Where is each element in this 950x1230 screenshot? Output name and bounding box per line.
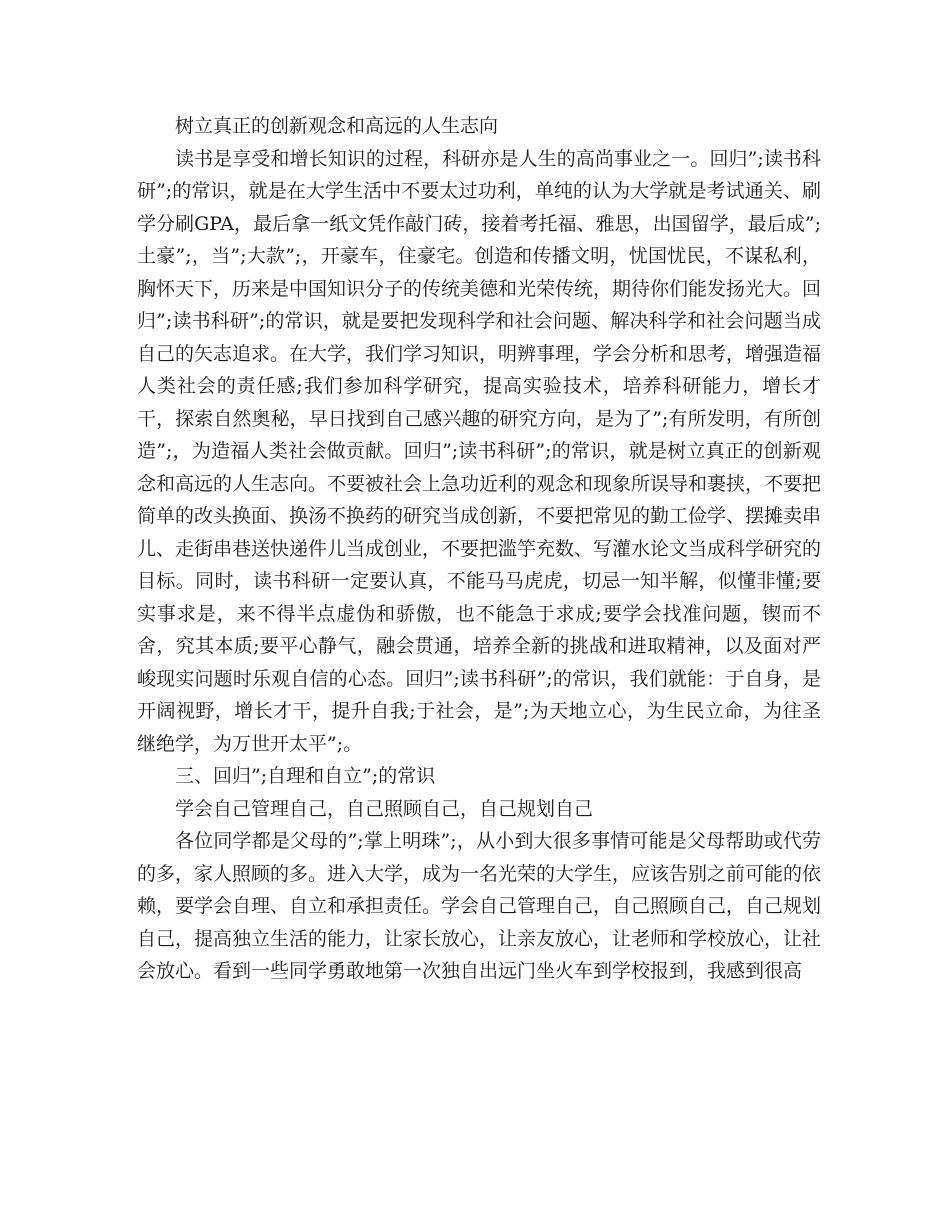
- subheading-innovation: 树立真正的创新观念和高远的人生志向: [175, 115, 499, 137]
- paragraph-reading-research: 读书是享受和增长知识的过程，科研亦是人生的高尚事业之一。回归”;读书科研”;的常识，就是在大学生活中不要太过功利，单纯的认为大学就是考试通关、刷学分刷GPA，最后拿一纸文凭作敲门砖，接着考托福、雅思，出国留学，最后成”;土豪”;，当”;大款”;，开豪车，住豪宅。创造和传播文明，忧国忧民，不谋私利，胸怀天下，历来是中国知识分子的传统美德和光荣传统，期待你们能发扬光大。回归”;读书科研”;的常识，就是要把发现科学和社会问题、解决科学和社会问题当成自己的矢志追求。在大学，我们学习知识，明辨事理，学会分析和思考，增强造福人类社会的责任感;我们参加科学研究，提高实验技术，培养科研能力，增长才干，探索自然奥秘，早日找到自己感兴趣的研究方向，是为了”;有所发明，有所创造”;，为造福人类社会做贡献。回归”;读书科研”;的常识，就是树立真正的创新观念和高远的人生志向。不要被社会上急功近利的观念和现象所误导和裹挟，不要把简单的改头换面、换汤不换药的研究当成创新，不要把常见的勤工俭学、摆摊卖串儿、走街串巷送快递件儿当成创业，不要把滥竽充数、写灌水论文当成科学研究的目标。同时，读书科研一定要认真，不能马马虎虎，切忌一知半解，似懂非懂;要实事求是，来不得半点虚伪和骄傲，也不能急于求成;要学会找准问题，锲而不舍，究其本质;要平心静气，融会贯通，培养全新的挑战和进取精神，以及面对严峻现实问题时乐观自信的心态。回归”;读书科研”;的常识，我们就能：于自身，是开阔视野，增长才干，提升自我;于社会，是”;为天地立心，为生民立命，为往圣继绝学，为万世开太平”;。: [137, 147, 822, 755]
- document-page: [137, 110, 821, 988]
- subheading-self-management: 学会自己管理自己，自己照顾自己，自己规划自己: [175, 797, 594, 820]
- section-heading-3: 三、回归”;自理和自立”;的常识: [175, 765, 436, 787]
- paragraph-self-reliance: 各位同学都是父母的”;掌上明珠”;，从小到大很多事情可能是父母帮助或代劳的多，家人照顾的多。进入大学，成为一名光荣的大学生，应该告别之前可能的依赖，要学会自理、自立和承担责任。学会自己管理自己，自己照顾自己，自己规划自己，提高独立生活的能力，让家长放心，让亲友放心，让老师和学校放心，让社会放心。看到一些同学勇敢地第一次独自出远门坐火车到学校报到，我感到很高: [137, 830, 822, 982]
